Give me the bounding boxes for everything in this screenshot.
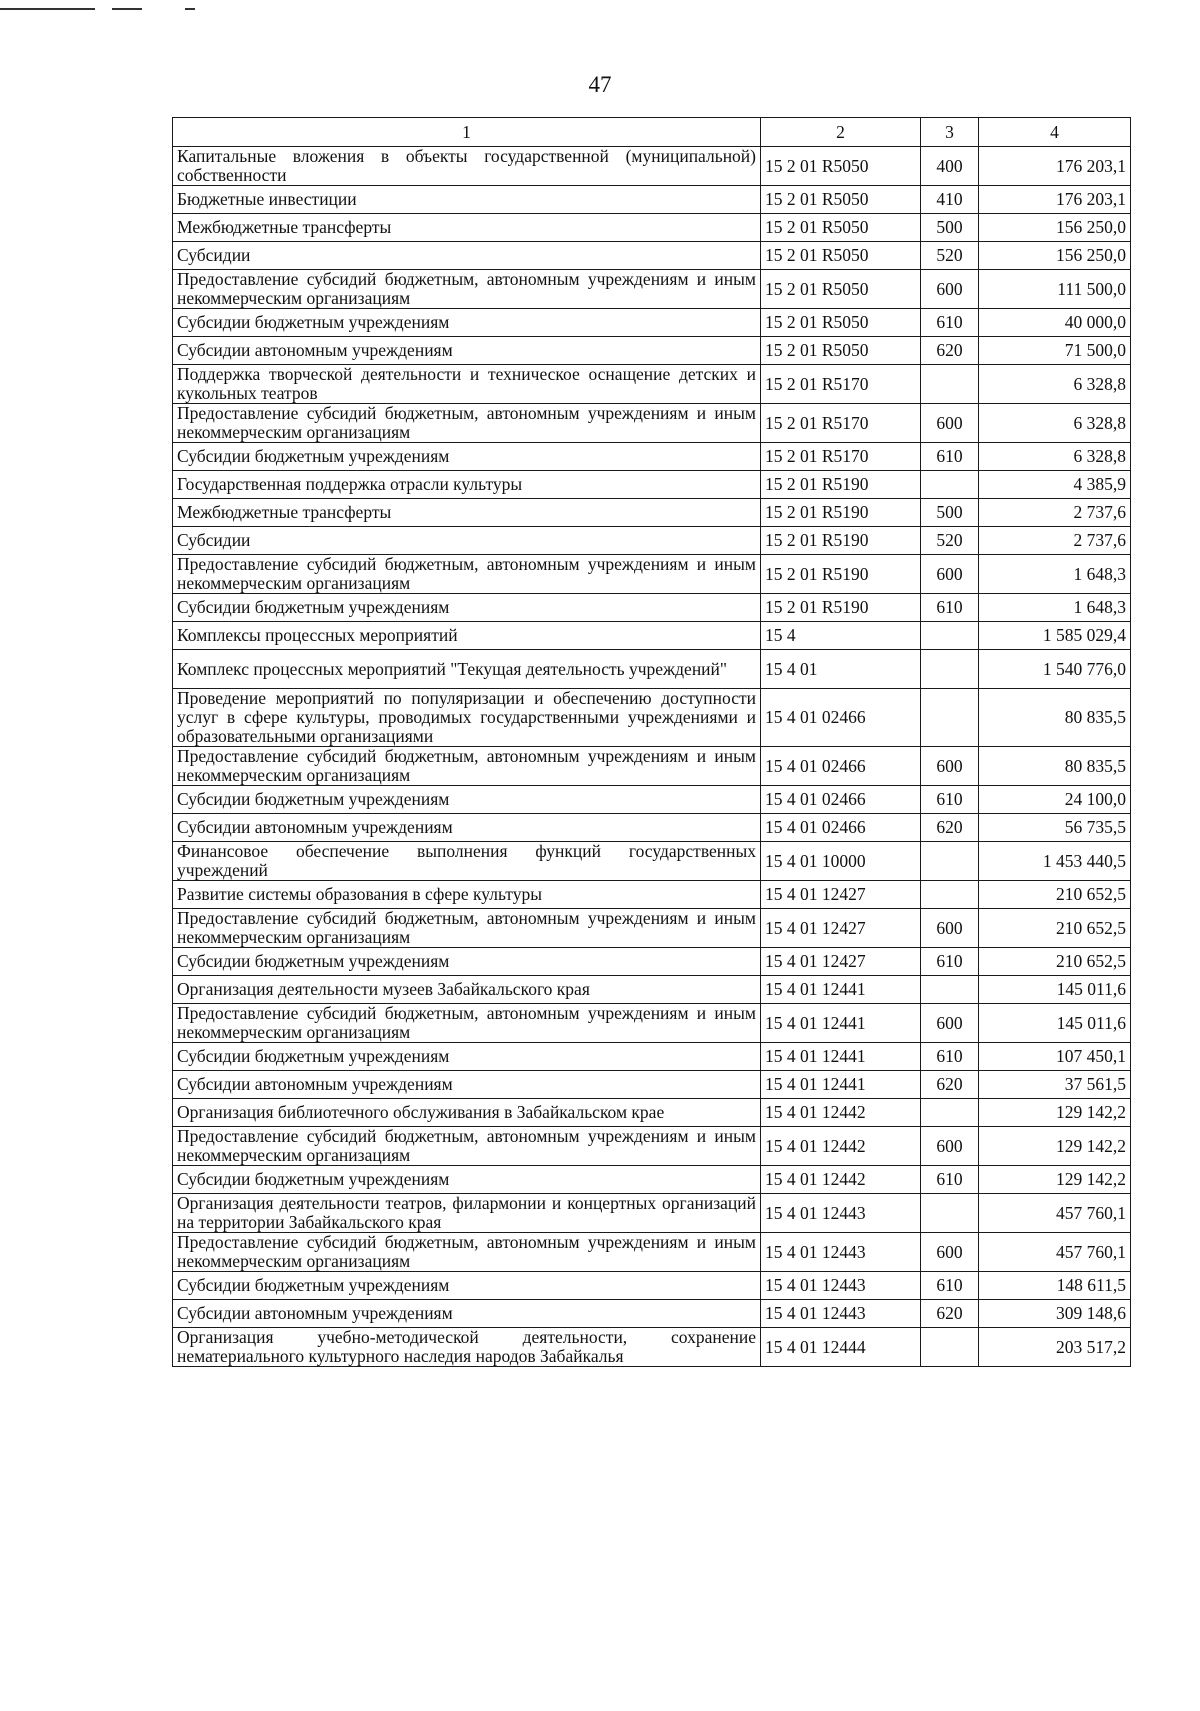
row-type-cell: [921, 689, 979, 747]
column-header-name: 1: [173, 118, 761, 147]
table-row: [173, 1194, 1131, 1233]
row-amount-cell: 176 203,1: [979, 147, 1131, 186]
row-code-cell: 15 4 01 02466: [761, 747, 921, 786]
scan-artifact-line: [112, 8, 142, 10]
table-row: [173, 186, 1131, 214]
row-type-cell: 600: [921, 404, 979, 443]
row-name-cell: Субсидии: [173, 527, 761, 555]
table-row: [173, 650, 1131, 689]
row-amount-cell: 6 328,8: [979, 404, 1131, 443]
row-type-cell: 610: [921, 594, 979, 622]
row-code-cell: 15 4 01: [761, 650, 921, 689]
table-row: [173, 1300, 1131, 1328]
row-amount-cell: 1 453 440,5: [979, 842, 1131, 881]
row-code-cell: 15 4 01 12443: [761, 1194, 921, 1233]
table-row: [173, 1099, 1131, 1127]
table-row: [173, 404, 1131, 443]
row-amount-cell: 37 561,5: [979, 1071, 1131, 1099]
row-type-cell: 600: [921, 1233, 979, 1272]
row-name-cell: Капитальные вложения в объекты государственной (муниципальной) собственности: [173, 147, 761, 186]
row-type-cell: [921, 622, 979, 650]
row-type-cell: 620: [921, 1300, 979, 1328]
row-name-cell: Субсидии бюджетным учреждениям: [173, 1272, 761, 1300]
table-row: [173, 594, 1131, 622]
row-code-cell: 15 4 01 12441: [761, 1043, 921, 1071]
table-row: [173, 337, 1131, 365]
table-row: [173, 1043, 1131, 1071]
scan-artifact-line: [185, 8, 195, 10]
row-amount-cell: 56 735,5: [979, 814, 1131, 842]
row-name-cell: Предоставление субсидий бюджетным, автономным учреждениям и иным некоммерческим организациям: [173, 747, 761, 786]
table-row: [173, 622, 1131, 650]
column-header-amount: 4: [979, 118, 1131, 147]
row-name-cell: Субсидии бюджетным учреждениям: [173, 309, 761, 337]
row-code-cell: 15 4 01 12441: [761, 1004, 921, 1043]
row-type-cell: 620: [921, 337, 979, 365]
column-header-code: 2: [761, 118, 921, 147]
row-amount-cell: 457 760,1: [979, 1233, 1131, 1272]
row-type-cell: 500: [921, 499, 979, 527]
row-name-cell: Межбюджетные трансферты: [173, 214, 761, 242]
table-row: [173, 1328, 1131, 1367]
row-code-cell: 15 2 01 R5190: [761, 499, 921, 527]
row-amount-cell: 309 148,6: [979, 1300, 1131, 1328]
row-name-cell: Организация деятельности музеев Забайкальского края: [173, 976, 761, 1004]
row-code-cell: 15 4 01 12443: [761, 1300, 921, 1328]
row-name-cell: Субсидии: [173, 242, 761, 270]
row-type-cell: 610: [921, 1043, 979, 1071]
row-code-cell: 15 2 01 R5190: [761, 594, 921, 622]
row-name-cell: Предоставление субсидий бюджетным, автономным учреждениям и иным некоммерческим организациям: [173, 555, 761, 594]
row-code-cell: 15 4 01 12442: [761, 1099, 921, 1127]
row-type-cell: 600: [921, 555, 979, 594]
table-row: [173, 909, 1131, 948]
row-code-cell: 15 2 01 R5190: [761, 471, 921, 499]
row-type-cell: [921, 365, 979, 404]
row-name-cell: Субсидии автономным учреждениям: [173, 337, 761, 365]
budget-table: [172, 117, 1131, 1367]
row-amount-cell: 203 517,2: [979, 1328, 1131, 1367]
row-type-cell: 620: [921, 1071, 979, 1099]
row-code-cell: 15 4 01 12441: [761, 1071, 921, 1099]
table-header-row: [173, 118, 1131, 147]
row-code-cell: 15 2 01 R5050: [761, 309, 921, 337]
row-amount-cell: 1 585 029,4: [979, 622, 1131, 650]
row-code-cell: 15 4 01 12444: [761, 1328, 921, 1367]
row-name-cell: Государственная поддержка отрасли культуры: [173, 471, 761, 499]
row-name-cell: Комплексы процессных мероприятий: [173, 622, 761, 650]
table-row: [173, 881, 1131, 909]
table-row: [173, 1166, 1131, 1194]
row-name-cell: Субсидии бюджетным учреждениям: [173, 443, 761, 471]
row-code-cell: 15 2 01 R5050: [761, 186, 921, 214]
row-name-cell: Предоставление субсидий бюджетным, автономным учреждениям и иным некоммерческим организациям: [173, 909, 761, 948]
row-amount-cell: 129 142,2: [979, 1127, 1131, 1166]
row-name-cell: Субсидии автономным учреждениям: [173, 1071, 761, 1099]
row-amount-cell: 148 611,5: [979, 1272, 1131, 1300]
row-type-cell: [921, 1328, 979, 1367]
row-amount-cell: 111 500,0: [979, 270, 1131, 309]
row-amount-cell: 1 648,3: [979, 555, 1131, 594]
row-code-cell: 15 4 01 12427: [761, 948, 921, 976]
row-code-cell: 15 4 01 12427: [761, 881, 921, 909]
table-row: [173, 976, 1131, 1004]
row-name-cell: Организация деятельности театров, филармонии и концертных организаций на территории Забайкальского края: [173, 1194, 761, 1233]
row-amount-cell: 156 250,0: [979, 214, 1131, 242]
table-row: [173, 1004, 1131, 1043]
row-amount-cell: 80 835,5: [979, 747, 1131, 786]
row-code-cell: 15 2 01 R5190: [761, 555, 921, 594]
row-type-cell: 600: [921, 270, 979, 309]
row-code-cell: 15 4 01 12443: [761, 1272, 921, 1300]
row-amount-cell: 24 100,0: [979, 786, 1131, 814]
row-name-cell: Проведение мероприятий по популяризации и обеспечению доступности услуг в сфере культуры, проводимых государственными учреждениями и образовательными организациями: [173, 689, 761, 747]
row-type-cell: 600: [921, 747, 979, 786]
table-row: [173, 309, 1131, 337]
row-amount-cell: 129 142,2: [979, 1166, 1131, 1194]
row-name-cell: Субсидии бюджетным учреждениям: [173, 594, 761, 622]
row-code-cell: 15 4 01 02466: [761, 786, 921, 814]
table-row: [173, 1071, 1131, 1099]
row-amount-cell: 145 011,6: [979, 1004, 1131, 1043]
row-amount-cell: 1 540 776,0: [979, 650, 1131, 689]
table-row: [173, 147, 1131, 186]
row-type-cell: 610: [921, 309, 979, 337]
row-amount-cell: 2 737,6: [979, 527, 1131, 555]
row-amount-cell: 156 250,0: [979, 242, 1131, 270]
row-type-cell: 610: [921, 948, 979, 976]
row-amount-cell: 129 142,2: [979, 1099, 1131, 1127]
row-amount-cell: 71 500,0: [979, 337, 1131, 365]
row-amount-cell: 2 737,6: [979, 499, 1131, 527]
row-amount-cell: 176 203,1: [979, 186, 1131, 214]
row-type-cell: 610: [921, 443, 979, 471]
row-amount-cell: 210 652,5: [979, 909, 1131, 948]
row-type-cell: [921, 650, 979, 689]
row-type-cell: 400: [921, 147, 979, 186]
column-header-type: 3: [921, 118, 979, 147]
row-code-cell: 15 2 01 R5170: [761, 443, 921, 471]
row-code-cell: 15 2 01 R5050: [761, 214, 921, 242]
row-name-cell: Организация библиотечного обслуживания в Забайкальском крае: [173, 1099, 761, 1127]
table-row: [173, 1272, 1131, 1300]
row-type-cell: 610: [921, 786, 979, 814]
row-name-cell: Бюджетные инвестиции: [173, 186, 761, 214]
row-name-cell: Предоставление субсидий бюджетным, автономным учреждениям и иным некоммерческим организациям: [173, 270, 761, 309]
row-type-cell: 600: [921, 909, 979, 948]
row-type-cell: 610: [921, 1166, 979, 1194]
row-type-cell: 610: [921, 1272, 979, 1300]
row-amount-cell: 210 652,5: [979, 948, 1131, 976]
page-number: 47: [588, 72, 612, 97]
table-row: [173, 689, 1131, 747]
table-row: [173, 948, 1131, 976]
row-name-cell: Предоставление субсидий бюджетным, автономным учреждениям и иным некоммерческим организациям: [173, 1127, 761, 1166]
row-name-cell: Субсидии автономным учреждениям: [173, 814, 761, 842]
row-type-cell: [921, 881, 979, 909]
row-type-cell: 410: [921, 186, 979, 214]
row-code-cell: 15 4 01 12441: [761, 976, 921, 1004]
table-row: [173, 1233, 1131, 1272]
row-code-cell: 15 2 01 R5050: [761, 337, 921, 365]
row-name-cell: Субсидии автономным учреждениям: [173, 1300, 761, 1328]
table-row: [173, 842, 1131, 881]
table-row: [173, 471, 1131, 499]
table-body: [173, 147, 1131, 1367]
row-code-cell: 15 2 01 R5050: [761, 147, 921, 186]
row-amount-cell: 80 835,5: [979, 689, 1131, 747]
scan-artifact-line: [0, 8, 95, 10]
row-amount-cell: 145 011,6: [979, 976, 1131, 1004]
row-amount-cell: 40 000,0: [979, 309, 1131, 337]
row-name-cell: Поддержка творческой деятельности и техническое оснащение детских и кукольных театров: [173, 365, 761, 404]
row-amount-cell: 457 760,1: [979, 1194, 1131, 1233]
row-code-cell: 15 4 01 10000: [761, 842, 921, 881]
row-name-cell: Предоставление субсидий бюджетным, автономным учреждениям и иным некоммерческим организациям: [173, 404, 761, 443]
row-name-cell: Предоставление субсидий бюджетным, автономным учреждениям и иным некоммерческим организациям: [173, 1233, 761, 1272]
table-row: [173, 1127, 1131, 1166]
row-type-cell: [921, 976, 979, 1004]
table-row: [173, 555, 1131, 594]
row-code-cell: 15 4 01 02466: [761, 689, 921, 747]
row-name-cell: Субсидии бюджетным учреждениям: [173, 948, 761, 976]
row-amount-cell: 210 652,5: [979, 881, 1131, 909]
row-code-cell: 15 2 01 R5190: [761, 527, 921, 555]
row-name-cell: Финансовое обеспечение выполнения функций государственных учреждений: [173, 842, 761, 881]
table-row: [173, 814, 1131, 842]
row-amount-cell: 6 328,8: [979, 365, 1131, 404]
table-row: [173, 242, 1131, 270]
row-code-cell: 15 4: [761, 622, 921, 650]
row-type-cell: 600: [921, 1004, 979, 1043]
row-amount-cell: 6 328,8: [979, 443, 1131, 471]
row-type-cell: [921, 1099, 979, 1127]
table-row: [173, 365, 1131, 404]
row-name-cell: Развитие системы образования в сфере культуры: [173, 881, 761, 909]
row-code-cell: 15 4 01 12443: [761, 1233, 921, 1272]
row-name-cell: Субсидии бюджетным учреждениям: [173, 1043, 761, 1071]
row-name-cell: Организация учебно-методической деятельности, сохранение нематериального культурного наследия народов Забайкалья: [173, 1328, 761, 1367]
row-name-cell: Субсидии бюджетным учреждениям: [173, 786, 761, 814]
row-type-cell: 620: [921, 814, 979, 842]
row-type-cell: 500: [921, 214, 979, 242]
row-type-cell: 520: [921, 242, 979, 270]
row-type-cell: [921, 1194, 979, 1233]
table-row: [173, 786, 1131, 814]
table-row: [173, 499, 1131, 527]
table-row: [173, 214, 1131, 242]
row-code-cell: 15 4 01 12442: [761, 1127, 921, 1166]
row-amount-cell: 107 450,1: [979, 1043, 1131, 1071]
row-name-cell: Комплекс процессных мероприятий "Текущая деятельность учреждений": [173, 650, 761, 689]
row-type-cell: [921, 842, 979, 881]
row-code-cell: 15 4 01 12442: [761, 1166, 921, 1194]
row-amount-cell: 4 385,9: [979, 471, 1131, 499]
row-amount-cell: 1 648,3: [979, 594, 1131, 622]
row-type-cell: 600: [921, 1127, 979, 1166]
table-row: [173, 270, 1131, 309]
table-row: [173, 443, 1131, 471]
row-type-cell: 520: [921, 527, 979, 555]
row-code-cell: 15 2 01 R5170: [761, 365, 921, 404]
row-name-cell: Предоставление субсидий бюджетным, автономным учреждениям и иным некоммерческим организациям: [173, 1004, 761, 1043]
row-name-cell: Субсидии бюджетным учреждениям: [173, 1166, 761, 1194]
row-code-cell: 15 4 01 02466: [761, 814, 921, 842]
row-code-cell: 15 2 01 R5170: [761, 404, 921, 443]
row-type-cell: [921, 471, 979, 499]
row-code-cell: 15 2 01 R5050: [761, 242, 921, 270]
table-row: [173, 527, 1131, 555]
table-row: [173, 747, 1131, 786]
row-code-cell: 15 4 01 12427: [761, 909, 921, 948]
row-name-cell: Межбюджетные трансферты: [173, 499, 761, 527]
row-code-cell: 15 2 01 R5050: [761, 270, 921, 309]
